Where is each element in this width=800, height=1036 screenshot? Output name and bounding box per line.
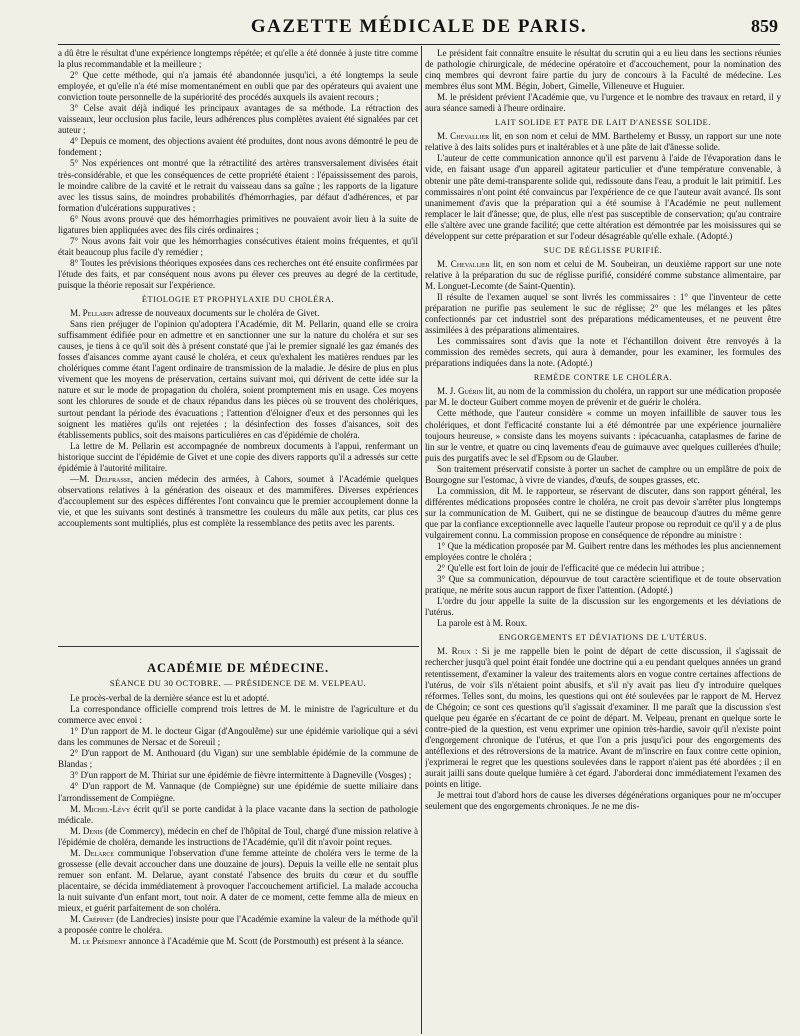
left-column-academie [58,655,418,1033]
section-title-academie: ACADÉMIE DE MÉDECINE. [147,661,329,675]
paragraph [58,936,418,947]
right-column [425,48,781,1033]
section-heading-reglisse: SUC DE RÉGLISSE PURIFIÉ. [543,245,663,255]
speaker-name: M. J. Guérin [437,386,483,397]
session-heading: SÉANCE DU 30 OCTOBRE. — PRÉSIDENCE DE M. VELPEAU. [109,678,367,689]
paragraph: Sans rien préjuger de l'opinion qu'adoptera l'Académie, dit M. Pellarin, quand elle se croira suffisamment édifiée pour en admettre et en sanctionner une sur la nature du choléra et sur ses causes, je tiens à ce qu'il soit dès à présent constaté que j'ai le premier signalé les gaz émanés des fosses d'aisances comme ayant causé le choléra, et ceux qu'exhalent les matières rendues par les cholériques comme étant l'agent ordinaire de transmission de la maladie. Je désire de plus en plus vivement que les moyens de préservation, certains suivant moi, qui dérivent de cette idée sur la nature et sur le mode de propagation du choléra, soient promptement mis en usage. Ces moyens sont les chlorures de soude et de chaux répandus dans les pièces où se trouvent des cholériques, surtout pendant la période des évacuations ; l'attention d'éloigner d'eux et des personnes qui les soignent les matières qu'ils ont rejetées ; la désinfection des fosses d'aisances, soit des établissements publics, soit des maisons particulières en cas d'épidémie de choléra. [58,319,418,440]
paragraph-text: communique l'observation d'une femme atteinte de choléra vers le terme de la grossesse (elle devait accoucher dans une douzaine de jours). Depuis la veille elle ne sentait plus remuer son enfant. M. Delarue, ayant constaté l'absence des bruits du cœur et du souffle placentaire, se décida immédiatement à provoquer l'accouchement artificiel. La malade accoucha la nuit suivante d'un enfant mort, tout noir. A dater de ce moment, cette femme alla de mieux en mieux, et guérit parfaitement de son choléra. [58,847,418,913]
paragraph-text: annonce à l'Académie que M. Scott (de Porstmouth) est présent à la séance. [128,936,404,947]
paragraph: 4° Depuis ce moment, des objections avaient été produites, dont nous avons démontré le peu de fondement ; [58,136,418,158]
paragraph: 8° Toutes les prévisions théoriques exposées dans ces recherches ont été ensuite confirmées par l'étude des faits, et par conséquent nous avons pu élever ces preuves au degré de la certitude, puisque la théorie reposait sur l'expérience. [58,257,418,290]
speaker-name: —M. Delfrasse, [70,473,134,484]
paragraph: Je mettrai tout d'abord hors de cause les diverses dégénérations organiques pour ne m'occuper seulement que des engorgements chroniques. Je ne me dis- [425,790,781,812]
paragraph: Le procès-verbal de la dernière séance est lu et adopté. [70,693,269,704]
speaker-name: M. Roux : [437,646,478,657]
page-header [58,14,780,45]
paragraph: La commission, dit M. le rapporteur, se réservant de discuter, dans son rapport général, les différentes médications proposées contre le choléra, ne croit pas devoir s'arrêter plus longtemps sur la communication de M. Guibert, qui ne se distingue de beaucoup d'autres du même genre que par la confiance exceptionnelle avec laquelle l'auteur propose ou reproduit ce qu'il y a de plus vulgairement connu. La commission propose en conséquence de répondre au ministre : [425,485,781,540]
paragraph [58,826,418,848]
paragraph: 2° Qu'elle est fort loin de jouir de l'efficacité que ce médecin lui attribue ; [437,563,705,574]
paragraph-text: lit, au nom de la commission du choléra, un rapport sur une médication proposée par M. le docteur Guibert comme moyen de prévenir et de guérir le choléra. [425,386,781,408]
paragraph [58,308,418,319]
speaker-name: M. Denis [70,825,103,836]
paragraph [425,131,781,153]
paragraph-text: écrit qu'il se porte candidat à la place vacante dans la section de pathologie médicale. [58,803,418,825]
speaker-name: M. Chevallier [437,131,490,142]
paragraph-text: Si je me rappelle bien le point de départ de cette discussion, il s'agissait de rechercher jusqu'à quel point était fondée une doctrine qui a eu pendant quelques années un grand retentissement, d'examiner la valeur des traitements alors en vogue contre certaines affections de l'utérus, de voir s'ils n'étaient point abusifs, et s'il n'y avait pas lieu d'y introduire quelques réformes. Telles sont, du moins, les questions qui ont été soulevées par le rapport de M. Hervez de Chégoin; ce sont ces questions qu'il s'agissait d'examiner. Il me paraît que la discussion s'est quelque peu égarée en s'écartant de ce point de départ. M. Velpeau, prenant en quelque sorte le contre-pied de la question, est venu exprimer une opinion très-hardie, savoir qu'il n'existe point d'engorgement chronique de l'utérus, et que l'on a pris jusqu'ici pour des engorgements des antéflexions et des rétroversions de la matrice. Avant de m'inscrire en faux contre cette opinion, j'exprimerai le regret que les questions soulevées dans le rapport n'aient pas été abordées ; il en aurait jailli sans doute quelque lumière à cet égard. J'aborderai donc immédiatement l'examen des points en litige. [425,646,781,789]
page-number: 859 [751,16,778,36]
paragraph: 1° Que la médication proposée par M. Guibert rentre dans les méthodes les plus anciennement employées contre le choléra ; [425,541,781,563]
speaker-name: M. Pellarin [70,308,114,319]
speaker-name: M. Crépinet [70,914,114,925]
paragraph-text: (de Commercy), médecin en chef de l'hôpital de Toul, chargé d'une mission relative à l'épidémie de choléra, demande les instructions de l'Académie, qu'il dit n'avoir point reçues. [58,825,418,847]
speaker-name: M. Chevallier [437,258,490,269]
paragraph: 2° Que cette méthode, qui n'a jamais été abandonnée jusqu'ici, a été longtemps la seule employée, et qu'elle n'a été mise momentanément en oubli que par des opérateurs qui avaient une conviction toute personnelle de la supériorité des procédés auxquels ils avaient recours ; [58,70,418,103]
section-divider [58,646,419,647]
paragraph [425,646,781,790]
paragraph-text: lit, en son nom et celui de MM. Barthelemy et Bussy, un rapport sur une note relative à des laits solides purs et inaltérables et à une pâte de lait d'ânesse solide. [425,131,781,153]
left-column [58,48,418,648]
paragraph-text: adresse de nouveaux documents sur le choléra de Givet. [115,308,320,319]
paragraph: 3° D'un rapport de M. Thiriat sur une épidémie de fièvre intermittente à Dagneville (Vosges) ; [70,770,412,781]
paragraph: Le président fait connaître ensuite le résultat du scrutin qui a eu lieu dans les sections réunies de pathologie chirurgicale, de médecine opératoire et d'accouchement, pour la nomination des cinq membres qui devront faire partie du jury de concours à la Faculté de médecine. Les membres élus sont MM. Bégin, Jobert, Gimelle, Villeneuve et Huguier. [425,48,781,92]
speaker-name: M. Delarce [70,847,115,858]
paragraph [425,386,781,408]
paragraph: a dû être le résultat d'une expérience longtemps répétée; et qu'elle a été donnée à juste titre comme la plus recommandable et la meilleure ; [58,48,418,70]
paragraph-text: (de Landrecies) insiste pour que l'Académie examine la valeur de la méthode qu'il a proposée contre le choléra. [58,914,418,936]
section-heading-cholera: ÉTIOLOGIE ET PROPHYLAXIE DU CHOLÉRA. [141,295,335,305]
section-heading-lait: LAIT SOLIDE ET PATE DE LAIT D'ANESSE SOLIDE. [495,118,711,128]
paragraph: Cette méthode, que l'auteur considère « comme un moyen infaillible de sauver tous les cholériques, et dont l'efficacité constante lui a été démontrée par une expérience journalière toujours heureuse, » consiste dans les moyens suivants : ipécacuanha, cataplasmes de farine de lin sur le ventre, et quatre ou cinq lavements d'eau de guimauve avec quelques cuillerées d'huile; puis des purgatifs avec le sel d'Epsom ou de Glauber. [425,408,781,463]
paragraph: La parole est à M. Roux. [437,618,528,629]
paragraph: La correspondance officielle comprend trois lettres de M. le ministre de l'agriculture et du commerce avec envoi : [58,704,418,726]
paragraph-text: lit, en son nom et celui de M. Soubeiran, un deuxième rapport sur une note relative à la préparation du suc de réglisse purifié, considéré comme substance alimentaire, par M. Longuet-Lecomte (de Saint-Quentin). [425,258,781,291]
paragraph: 1° D'un rapport de M. le docteur Gigar (d'Angoulême) sur une épidémie variolique qui a sévi dans les communes de Nersac et de Soreuil ; [58,726,418,748]
paragraph [58,474,418,529]
paragraph: L'auteur de cette communication annonce qu'il est parvenu à l'aide de l'évaporation dans le vide, en faisant usage d'un appareil agitateur particulier et d'une température convenable, à obtenir une pâte demi-transparente solide qui, redissoute dans l'eau, a produit le lait primitif. Les commissaires n'ont point été convaincus par l'expérience de ce que l'auteur avait avancé. Ils sont unanimement d'avis que la préparation qui a été soumise à l'Académie ne peut nullement remplacer le lait d'ânesse; que, de plus, elle n'est pas susceptible de conservation; qu'au contraire elle s'altère avec une grande facilité; que cette altération est démontrée par les moisissures qui se développent sur cette préparation et sur l'odeur désagréable qu'elle exhale. (Adopté.) [425,153,781,241]
paragraph: M. le président prévient l'Académie que, vu l'urgence et le nombre des travaux en retard, il y aura séance samedi à l'heure ordinaire. [425,92,781,114]
section-heading-remede: REMÈDE CONTRE LE CHOLÉRA. [533,373,673,383]
speaker-name: M. le Président [70,936,127,947]
paragraph: La lettre de M. Pellarin est accompagnée de nombreux documents à l'appui, renfermant un historique succint de l'épidémie de Givet et une copie des divers rapports qu'il a adressés sur cette épidémie à l'autorité militaire. [58,440,418,473]
paragraph-text: ancien médecin des armées, à Cahors, soumet à l'Académie quelques observations relatives à la génération des oiseaux et des mammifères. Diverses expériences d'accouplement sur des espèces différentes l'ont convaincu que le premier accouplement donne la vie, et que les suivants sont destinés à transmettre les couleurs du mâle aux petits, car plus ces accouplements sont multipliés, plus est complète la ressemblance des petits avec les parents. [58,473,418,528]
paragraph [425,259,781,292]
journal-title: GAZETTE MÉDICALE DE PARIS. [250,16,588,37]
paragraph: 3° Que sa communication, dépourvue de tout caractère scientifique et de toute observation pratique, ne mérite sous aucun rapport de fixer l'attention. (Adopté.) [425,574,781,596]
paragraph: 3° Celse avait déjà indiqué les principaux avantages de sa méthode. La rétraction des vaisseaux, leur occlusion plus facile, leurs adhérences plus complètes avaient été signalées par cet auteur ; [58,103,418,136]
paragraph [58,848,418,914]
speaker-name: M. Michel-Lévy [70,803,131,814]
paragraph [58,914,418,936]
column-divider [421,46,422,1034]
paragraph [58,804,418,826]
paragraph: L'ordre du jour appelle la suite de la discussion sur les engorgements et les déviations de l'utérus. [425,596,781,618]
paragraph: 5° Nos expériences ont montré que la rétractilité des artères transversalement divisées était très-considérable, et que les conséquences de cette propriété étaient : l'épaississement des parois, le moindre calibre de la cavité et le retrait du vaisseau dans sa gaîne ; les rapports de la ligature avec les tissus sains, de moindres probabilités d'hémorrhagies, par défaut d'adhérences, et par formation d'ulcérations suppuratives ; [58,158,418,213]
paragraph: 7° Nous avons fait voir que les hémorrhagies consécutives étaient moins fréquentes, et qu'il était beaucoup plus facile d'y remédier ; [58,235,418,257]
paragraph: Les commissaires sont d'avis que la note et l'échantillon doivent être renvoyés à la commission des remèdes secrets, qui aura à demander, pour les examiner, les formules des préparations indiquées dans la note. (Adopté.) [425,336,781,369]
paragraph: 2° D'un rapport de M. Anthouard (du Vigan) sur une semblable épidémie de la commune de Blandas ; [58,748,418,770]
section-heading-uterus: ENGORGEMENTS ET DÉVIATIONS DE L'UTÉRUS. [498,633,708,643]
paragraph: Il résulte de l'examen auquel se sont livrés les commissaires : 1° que l'inventeur de cette préparation ne purifie pas seulement le suc de réglisse; 2° que les mélanges et les pâtes confectionnés par cet industriel sont des préparations médicamenteuses, et ne peuvent être assimilées à des préparations alimentaires. [425,291,781,336]
paragraph: Son traitement préservatif consiste à porter un sachet de camphre ou un emplâtre de poix de Bourgogne sur l'estomac, à vivre de viandes, d'œufs, de soupes grasses, etc. [425,463,781,485]
paragraph: 4° D'un rapport de M. Vannaque (de Compiègne) sur une épidémie de suette miliaire dans l'arrondissement de Compiègne. [58,781,418,803]
paragraph: 6° Nous avons prouvé que des hémorrhagies primitives ne pouvaient avoir lieu à la suite de ligatures bien appliquées avec des fils cirés ordinaires ; [58,213,418,235]
